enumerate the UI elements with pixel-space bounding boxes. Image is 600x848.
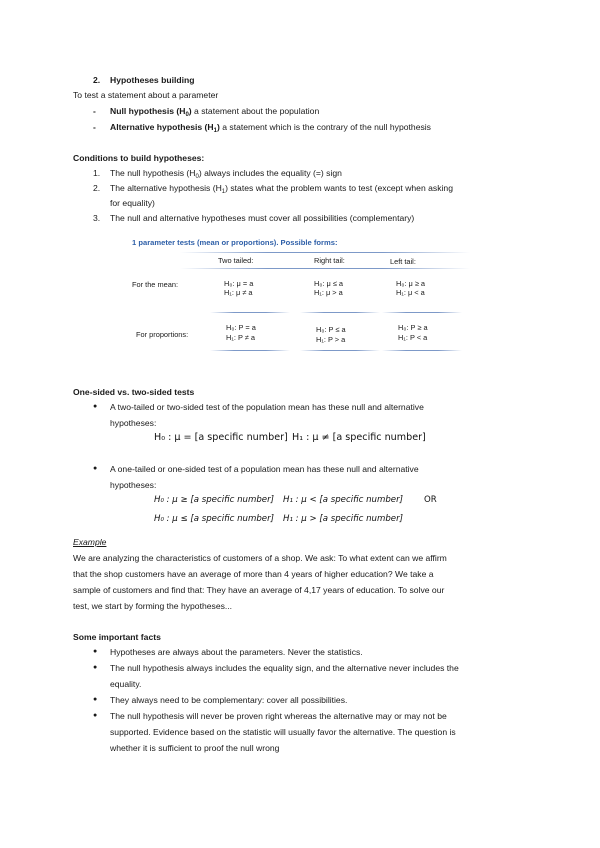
example-line: test, we start by forming the hypotheses... bbox=[73, 601, 233, 611]
fact-item: The null hypothesis always includes the equality sign, and the alternative never includes the bbox=[110, 663, 459, 673]
section-intro: To test a statement about a parameter bbox=[73, 90, 219, 100]
one-tailed-text: A one-tailed or one-sided test of a population mean has these null and alternative bbox=[110, 464, 419, 474]
fact-item: supported. Evidence based on the statistic will usually favor the alternative. The question is bbox=[110, 727, 456, 737]
fact-item: equality. bbox=[110, 679, 142, 689]
table-mean-two: H₀: μ = a bbox=[224, 279, 254, 288]
two-tailed-text: A two-tailed or two-sided test of the population mean has these null and alternative bbox=[110, 402, 424, 412]
conditions-heading: Conditions to build hypotheses: bbox=[73, 153, 205, 163]
bullet-icon: ● bbox=[93, 465, 98, 472]
condition-text: The null hypothesis (H bbox=[110, 168, 196, 178]
table-divider bbox=[180, 252, 470, 253]
table-divider bbox=[382, 312, 462, 313]
table-mean-two: H₁: μ ≠ a bbox=[224, 288, 253, 297]
facts-heading: Some important facts bbox=[73, 632, 161, 642]
formula-h1: H₁ : μ > [a specific number] bbox=[283, 514, 403, 524]
bullet-icon: ● bbox=[93, 712, 98, 719]
formula-h0: H₀ : μ = [a specific number] bbox=[154, 432, 288, 443]
two-tailed-text: hypotheses: bbox=[110, 418, 157, 428]
formula-h0: H₀ : μ ≥ [a specific number] bbox=[154, 495, 274, 505]
definition-bullet: - bbox=[93, 106, 96, 116]
one-two-heading: One-sided vs. two-sided tests bbox=[73, 387, 195, 397]
definition-text: a statement which is the contrary of the null hypothesis bbox=[219, 122, 431, 132]
table-divider bbox=[180, 268, 470, 269]
formula-or: OR bbox=[424, 495, 437, 505]
bullet-icon: ● bbox=[93, 664, 98, 671]
definition-sub: 0 bbox=[185, 112, 189, 118]
fact-item: whether it is sufficient to proof the null wrong bbox=[110, 743, 280, 753]
bullet-icon: ● bbox=[93, 648, 98, 655]
condition-text: ) always includes the equality (=) sign bbox=[198, 168, 342, 178]
condition-number: 3. bbox=[93, 213, 101, 223]
table-prop-right: H₀: P ≤ a bbox=[316, 325, 346, 334]
condition-sub: 1 bbox=[221, 189, 226, 195]
formula-h1: H₁ : μ < [a specific number] bbox=[283, 495, 403, 505]
example-line: We are analyzing the characteristics of customers of a shop. We ask: To what extent can we affirm bbox=[73, 553, 447, 563]
table-row-mean: For the mean: bbox=[132, 280, 179, 289]
condition-text: ) states what the problem wants to test (except when asking bbox=[225, 183, 453, 193]
definition-null bbox=[110, 106, 319, 116]
condition-number: 1. bbox=[93, 168, 101, 178]
section-title: Hypotheses building bbox=[110, 75, 195, 85]
definition-term: Null hypothesis (H bbox=[110, 106, 186, 116]
section-number: 2. bbox=[93, 75, 101, 85]
table-divider bbox=[210, 312, 290, 313]
table-divider bbox=[300, 350, 380, 351]
table-mean-left: H₀: μ ≥ a bbox=[396, 279, 426, 288]
table-col-right-tail: Right tail: bbox=[314, 256, 345, 265]
definition-alternative bbox=[110, 122, 431, 132]
definition-sub: 1 bbox=[213, 128, 217, 134]
condition-number: 2. bbox=[93, 183, 101, 193]
example-line: sample of customers and find that: They have an average of 4,17 years of education. To solve our bbox=[73, 585, 445, 595]
condition-text: The alternative hypothesis (H bbox=[110, 183, 222, 193]
table-divider bbox=[382, 350, 462, 351]
formula-h0: H₀ : μ ≤ [a specific number] bbox=[154, 514, 274, 524]
table-mean-right: H₁: μ > a bbox=[314, 288, 343, 297]
example-line: that the shop customers have an average of more than 4 years of higher education? We take a bbox=[73, 569, 434, 579]
table-prop-left: H₁: P < a bbox=[398, 333, 428, 342]
table-col-two-tailed: Two tailed: bbox=[218, 256, 254, 265]
table-prop-two: H₁: P ≠ a bbox=[226, 333, 256, 342]
one-tailed-text: hypotheses: bbox=[110, 480, 157, 490]
fact-item: The null hypothesis will never be proven right whereas the alternative may or may not be bbox=[110, 711, 447, 721]
condition-item: The null and alternative hypotheses must cover all possibilities (complementary) bbox=[110, 213, 415, 223]
hypothesis-forms-table bbox=[120, 232, 470, 357]
table-prop-right: H₁: P > a bbox=[316, 335, 346, 344]
condition-continuation: for equality) bbox=[110, 198, 155, 208]
definition-bullet: - bbox=[93, 122, 96, 132]
fact-item: They always need to be complementary: cover all possibilities. bbox=[110, 695, 348, 705]
table-col-left-tail: Left tail: bbox=[390, 257, 416, 266]
formula-h1: H₁ : μ ≠ [a specific number] bbox=[292, 432, 426, 443]
table-mean-right: H₀: μ ≤ a bbox=[314, 279, 344, 288]
table-mean-left: H₁: μ < a bbox=[396, 288, 425, 297]
example-label: Example bbox=[73, 537, 107, 547]
table-prop-two: H₀: P = a bbox=[226, 323, 256, 332]
definition-term: Alternative hypothesis (H bbox=[110, 122, 214, 132]
fact-item: Hypotheses are always about the parameters. Never the statistics. bbox=[110, 647, 363, 657]
table-title: 1 parameter tests (mean or proportions). Possible forms: bbox=[132, 238, 338, 247]
table-divider bbox=[210, 350, 290, 351]
definition-term-end: ) bbox=[216, 122, 220, 132]
condition-item bbox=[110, 183, 453, 193]
definition-text: a statement about the population bbox=[191, 106, 320, 116]
bullet-icon: ● bbox=[93, 403, 98, 410]
table-prop-left: H₀: P ≥ a bbox=[398, 323, 428, 332]
bullet-icon: ● bbox=[93, 696, 98, 703]
table-divider bbox=[300, 312, 380, 313]
condition-item bbox=[110, 168, 342, 178]
table-row-proportions: For proportions: bbox=[136, 330, 189, 339]
condition-sub: 0 bbox=[195, 174, 199, 180]
definition-term-end: ) bbox=[188, 106, 192, 116]
